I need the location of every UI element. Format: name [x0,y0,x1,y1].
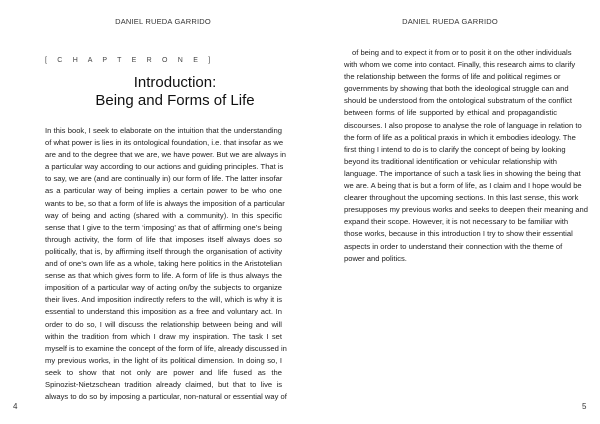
chapter-title [60,74,290,110]
text-line: the form of life as a political praxis in which it embodies ideology. The [344,132,576,142]
text-line: should be understood from the ontological substratum of the conflict [344,96,572,106]
text-line: imposition of a particular way of acting on/by the subjects to organize [45,283,282,293]
text-line: presupposes my previous works and seeks to deepen their meaning and [344,205,588,215]
text-line: sense that I give to the term ‘imposing’ as that of affirming one’s being [45,222,282,232]
text-line: always to do so by imposing a particular, non-natural or essential way of [45,392,287,402]
text-line: of what power is lies in its ontological foundation, i.e. that insofar as we [45,138,284,148]
chapter-title-line: Being and Forms of Life [95,92,255,109]
text-line: Spinozist-Nietzschean tradition already claimed, but that to live is [45,379,282,389]
text-line: clearer throughout the upcoming sections. In this last sense, this work [344,193,579,203]
text-line: beyond its traditional identification or vehicular relationship with [344,156,557,166]
page-number: 5 [582,402,587,411]
text-line: governments by showing that both the ideological struggle can and [344,84,569,94]
text-line: aspects in order to understand their connection with the theme of [344,241,563,251]
text-line: a particular way according to our actions and guiding principles. That is [45,162,284,172]
text-line: wants to be, so that a form of life is always the imposition of a particular [45,198,285,208]
text-line: essential to understand this imposition as a free and voluntary act. In [45,307,282,317]
text-line: within the tradition from which I draw my inspiration. The task I set [45,331,282,341]
text-line: my previous works, in the light of its political dimension. In doing so, I [45,355,282,365]
chapter-title-line: Introduction: [133,74,217,91]
chapter-label: [ C H A P T E R O N E ] [45,57,215,64]
text-line: and of one’s own life as a whole, taking here politics in the Aristotelian [45,259,282,269]
text-line: through activity, the form of life that imposes itself always does so [45,234,282,244]
text-line: their lives. And imposition indirectly refers to the will, which is why it is [45,295,282,305]
right-page [300,0,600,424]
text-line: those works, because in this introduction I try to show their essential [344,229,573,239]
text-line: language. The importance of such a task lies in showing the being that [344,168,581,178]
text-line: with whom we come into contact. Finally, this research aims to clarify [344,60,576,70]
text-line: seek to show that not only are power and life fused as the [45,367,282,377]
text-line: discourses. I also propose to analyse the role of language in relation to [344,120,582,130]
running-head: DANIEL RUEDA GARRIDO [402,17,498,26]
text-line: the relationship between the forms of life and political regimes or [344,72,561,82]
running-head: DANIEL RUEDA GARRIDO [115,17,211,26]
text-line: order to do so, I will discuss the relationship between being and will [45,319,282,329]
text-line: we are. A being that is but a form of life, as I claim and I hope would be [344,181,582,191]
body-text [344,47,588,265]
page-number: 4 [13,402,18,411]
text-line: myself is to examine the concept of the form of life, already discussed in [45,343,287,353]
text-line: to say, we are (and are continually in) our form of life. The latter insofar [45,174,283,184]
text-line: between forms of life supported by ethical and propagandistic [344,108,557,118]
text-line: first thing I intend to do is to clarify the concept of being by looking [344,144,566,154]
text-line: power and politics. [344,253,407,263]
text-line: way of being and acting (shared with a community). In this specific [45,210,282,220]
text-line: are and to the degree that we are, we have power. But we are always in [45,150,287,160]
text-line: sense as that which gives form to life. A form of life is thus always the [45,271,282,281]
text-line: politically, that is, by affirming itself through the organisation of activity [45,246,282,256]
text-line: as a particular way of being implies a certain power to be who one [45,186,282,196]
text-line: In this book, I seek to elaborate on the intuition that the understanding [45,126,282,135]
text-line: expand their scope. However, it is not necessary to be familiar with [344,217,569,227]
body-text [45,125,287,403]
text-line: of being and to expect it from or to posit it on the other individuals [352,48,572,57]
